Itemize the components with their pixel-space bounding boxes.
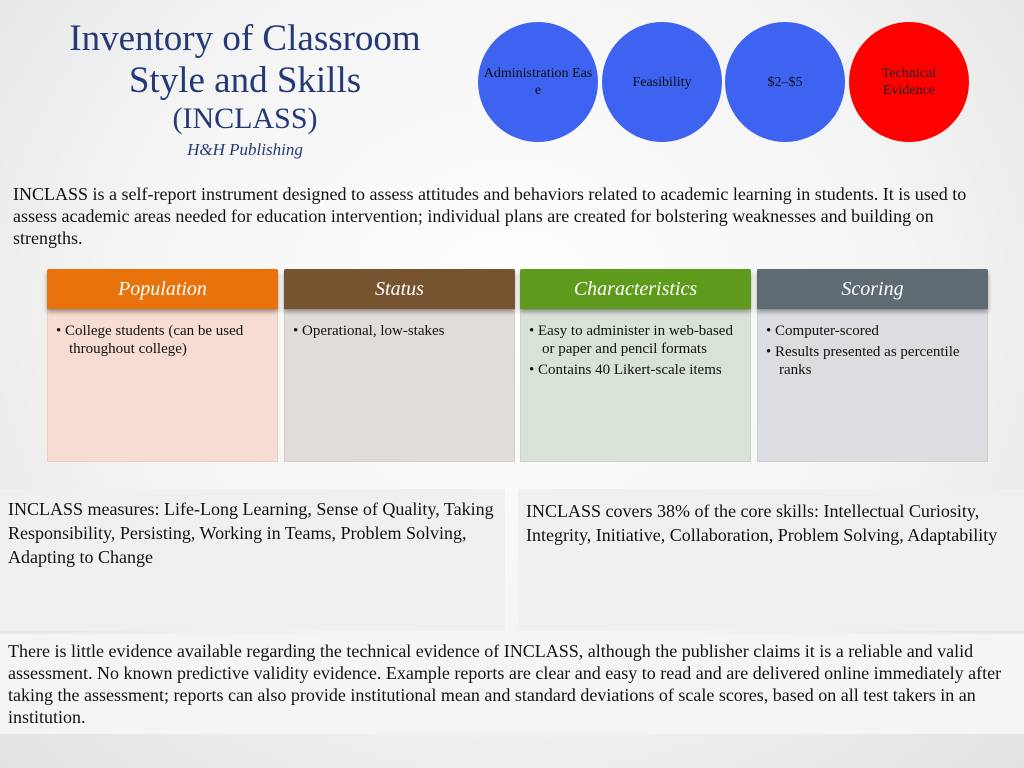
badge-administration-ease: Administration Ease	[478, 22, 598, 142]
column-body-population	[47, 309, 278, 462]
evidence-box: There is little evidence available regarding the technical evidence of INCLASS, although the publisher claims it is a reliable and valid assessment. No known predictive validity evidence. Example reports are clear and easy to read and are delivered online immediately after taking the assessment; reports can also provide institutional mean and standard deviations of scale scores, based on all test takers in an institution.	[0, 634, 1024, 734]
list-item: • Operational, low-stakes	[293, 322, 506, 340]
column-header-population: Population	[47, 269, 278, 309]
page-title-line-2: Style and Skills	[128, 60, 362, 101]
column-status	[284, 269, 515, 462]
publisher-name: H&H Publishing	[187, 140, 303, 159]
list-item: • Computer-scored	[766, 322, 979, 340]
list-item: • College students (can be used throughout college)	[56, 322, 269, 358]
column-population	[47, 269, 278, 462]
column-scoring	[757, 269, 988, 462]
column-characteristics	[520, 269, 751, 462]
badge-feasibility: Feasibility	[602, 22, 722, 142]
title-block	[20, 18, 470, 160]
column-header-status: Status	[284, 269, 515, 309]
badge-cost: $2–$5	[725, 22, 845, 142]
core-skills-box: INCLASS covers 38% of the core skills: Intellectual Curiosity, Integrity, Initiative, Collaboration, Problem Solving, Adaptability	[518, 489, 1024, 631]
page-subtitle: (INCLASS)	[172, 102, 318, 135]
list-item: • Easy to administer in web-based or paper and pencil formats	[529, 322, 742, 358]
intro-paragraph: INCLASS is a self-report instrument designed to assess attitudes and behaviors related to academic learning in students. It is used to assess academic areas needed for education intervention; individual plans are created for bolstering weaknesses and building on strengths.	[13, 184, 967, 248]
column-header-characteristics: Characteristics	[520, 269, 751, 309]
list-item: • Results presented as percentile ranks	[766, 343, 979, 379]
column-header-scoring: Scoring	[757, 269, 988, 309]
list-item: • Contains 40 Likert-scale items	[529, 361, 742, 379]
page-title-line-1: Inventory of Classroom	[69, 18, 421, 59]
column-body-status	[284, 309, 515, 462]
column-body-scoring	[757, 309, 988, 462]
measures-box: INCLASS measures: Life-Long Learning, Sense of Quality, Taking Responsibility, Persisting, Working in Teams, Problem Solving, Adapting to Change	[0, 489, 505, 631]
column-body-characteristics	[520, 309, 751, 462]
badge-technical-evidence: Technical Evidence	[849, 22, 969, 142]
